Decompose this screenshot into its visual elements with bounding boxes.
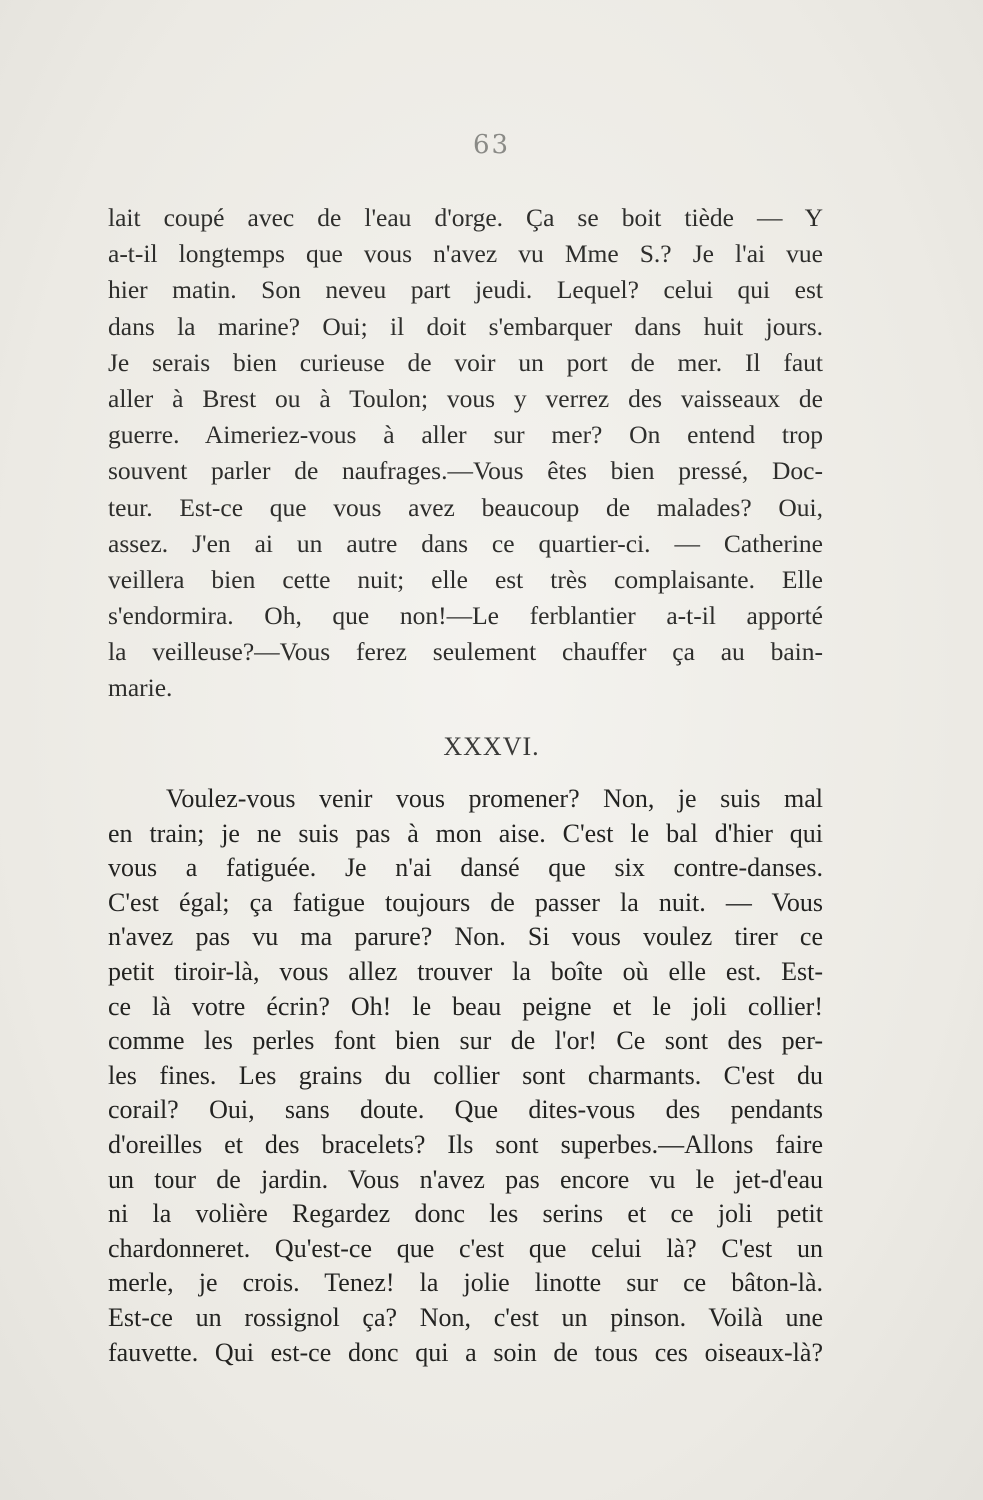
text-line: Voulez-vous venir vous promener? Non, je suis mal <box>166 784 823 813</box>
text-line: s'endormira. Oh, que non!—Le ferblantier a-t-il apporté <box>108 601 823 631</box>
paragraph-continued <box>108 200 823 707</box>
text-line: merle, je crois. Tenez! la jolie linotte sur ce bâton-là. <box>108 1268 823 1298</box>
text-line: teur. Est-ce que vous avez beaucoup de malades? Oui, <box>108 492 823 522</box>
text-line: lait coupé avec de l'eau d'orge. Ça se boit tiède — Y <box>108 203 823 232</box>
text-line: en train; je ne suis pas à mon aise. C'est le bal d'hier qui <box>108 818 823 848</box>
text-line: ni la volière Regardez donc les serins et ce joli petit <box>108 1199 823 1229</box>
text-line: corail? Oui, sans doute. Que dites-vous des pendants <box>108 1095 823 1125</box>
text-line: la veilleuse?—Vous ferez seulement chauffer ça au bain- <box>108 637 823 667</box>
text-line: dans la marine? Oui; il doit s'embarquer dans huit jours. <box>108 311 823 341</box>
text-line: assez. J'en ai un autre dans ce quartier-ci. — Catherine <box>108 528 823 558</box>
text-line: n'avez pas vu ma parure? Non. Si vous voulez tirer ce <box>108 922 823 952</box>
text-line: C'est égal; ça fatigue toujours de passer la nuit. — Vous <box>108 887 823 917</box>
page-number: 63 <box>472 130 511 160</box>
text-line: souvent parler de naufrages.—Vous êtes bien pressé, Doc- <box>108 456 823 486</box>
text-line: chardonneret. Qu'est-ce que c'est que celui là? C'est un <box>108 1233 823 1263</box>
section-heading: XXXVI. <box>443 732 540 761</box>
paragraph-section-36 <box>108 782 823 1370</box>
text-line: d'oreilles et des bracelets? Ils sont superbes.—Allons faire <box>108 1129 823 1159</box>
text-line: guerre. Aimeriez-vous à aller sur mer? On entend trop <box>108 420 823 450</box>
text-line: veillera bien cette nuit; elle est très complaisante. Elle <box>108 564 823 594</box>
text-line: aller à Brest ou à Toulon; vous y verrez des vaisseaux de <box>108 383 823 413</box>
text-line: Est-ce un rossignol ça? Non, c'est un pinson. Voilà une <box>108 1302 823 1332</box>
text-line: Je serais bien curieuse de voir un port de mer. Il faut <box>108 347 823 377</box>
text-line: comme les perles font bien sur de l'or! Ce sont des per- <box>108 1026 823 1056</box>
text-line: un tour de jardin. Vous n'avez pas encore vu le jet-d'eau <box>108 1164 823 1194</box>
text-line: les fines. Les grains du collier sont charmants. C'est du <box>108 1060 823 1090</box>
text-line: a-t-il longtemps que vous n'avez vu Mme S.? Je l'ai vue <box>108 239 823 269</box>
text-line: marie. <box>108 673 173 703</box>
text-line: ce là votre écrin? Oh! le beau peigne et le joli collier! <box>108 991 823 1021</box>
text-line: vous a fatiguée. Je n'ai dansé que six contre-danses. <box>108 853 823 883</box>
text-line: petit tiroir-là, vous allez trouver la boîte où elle est. Est- <box>108 956 823 986</box>
text-line: hier matin. Son neveu part jeudi. Lequel? celui qui est <box>108 275 823 305</box>
text-line: fauvette. Qui est-ce donc qui a soin de tous ces oiseaux-là? <box>108 1337 823 1367</box>
